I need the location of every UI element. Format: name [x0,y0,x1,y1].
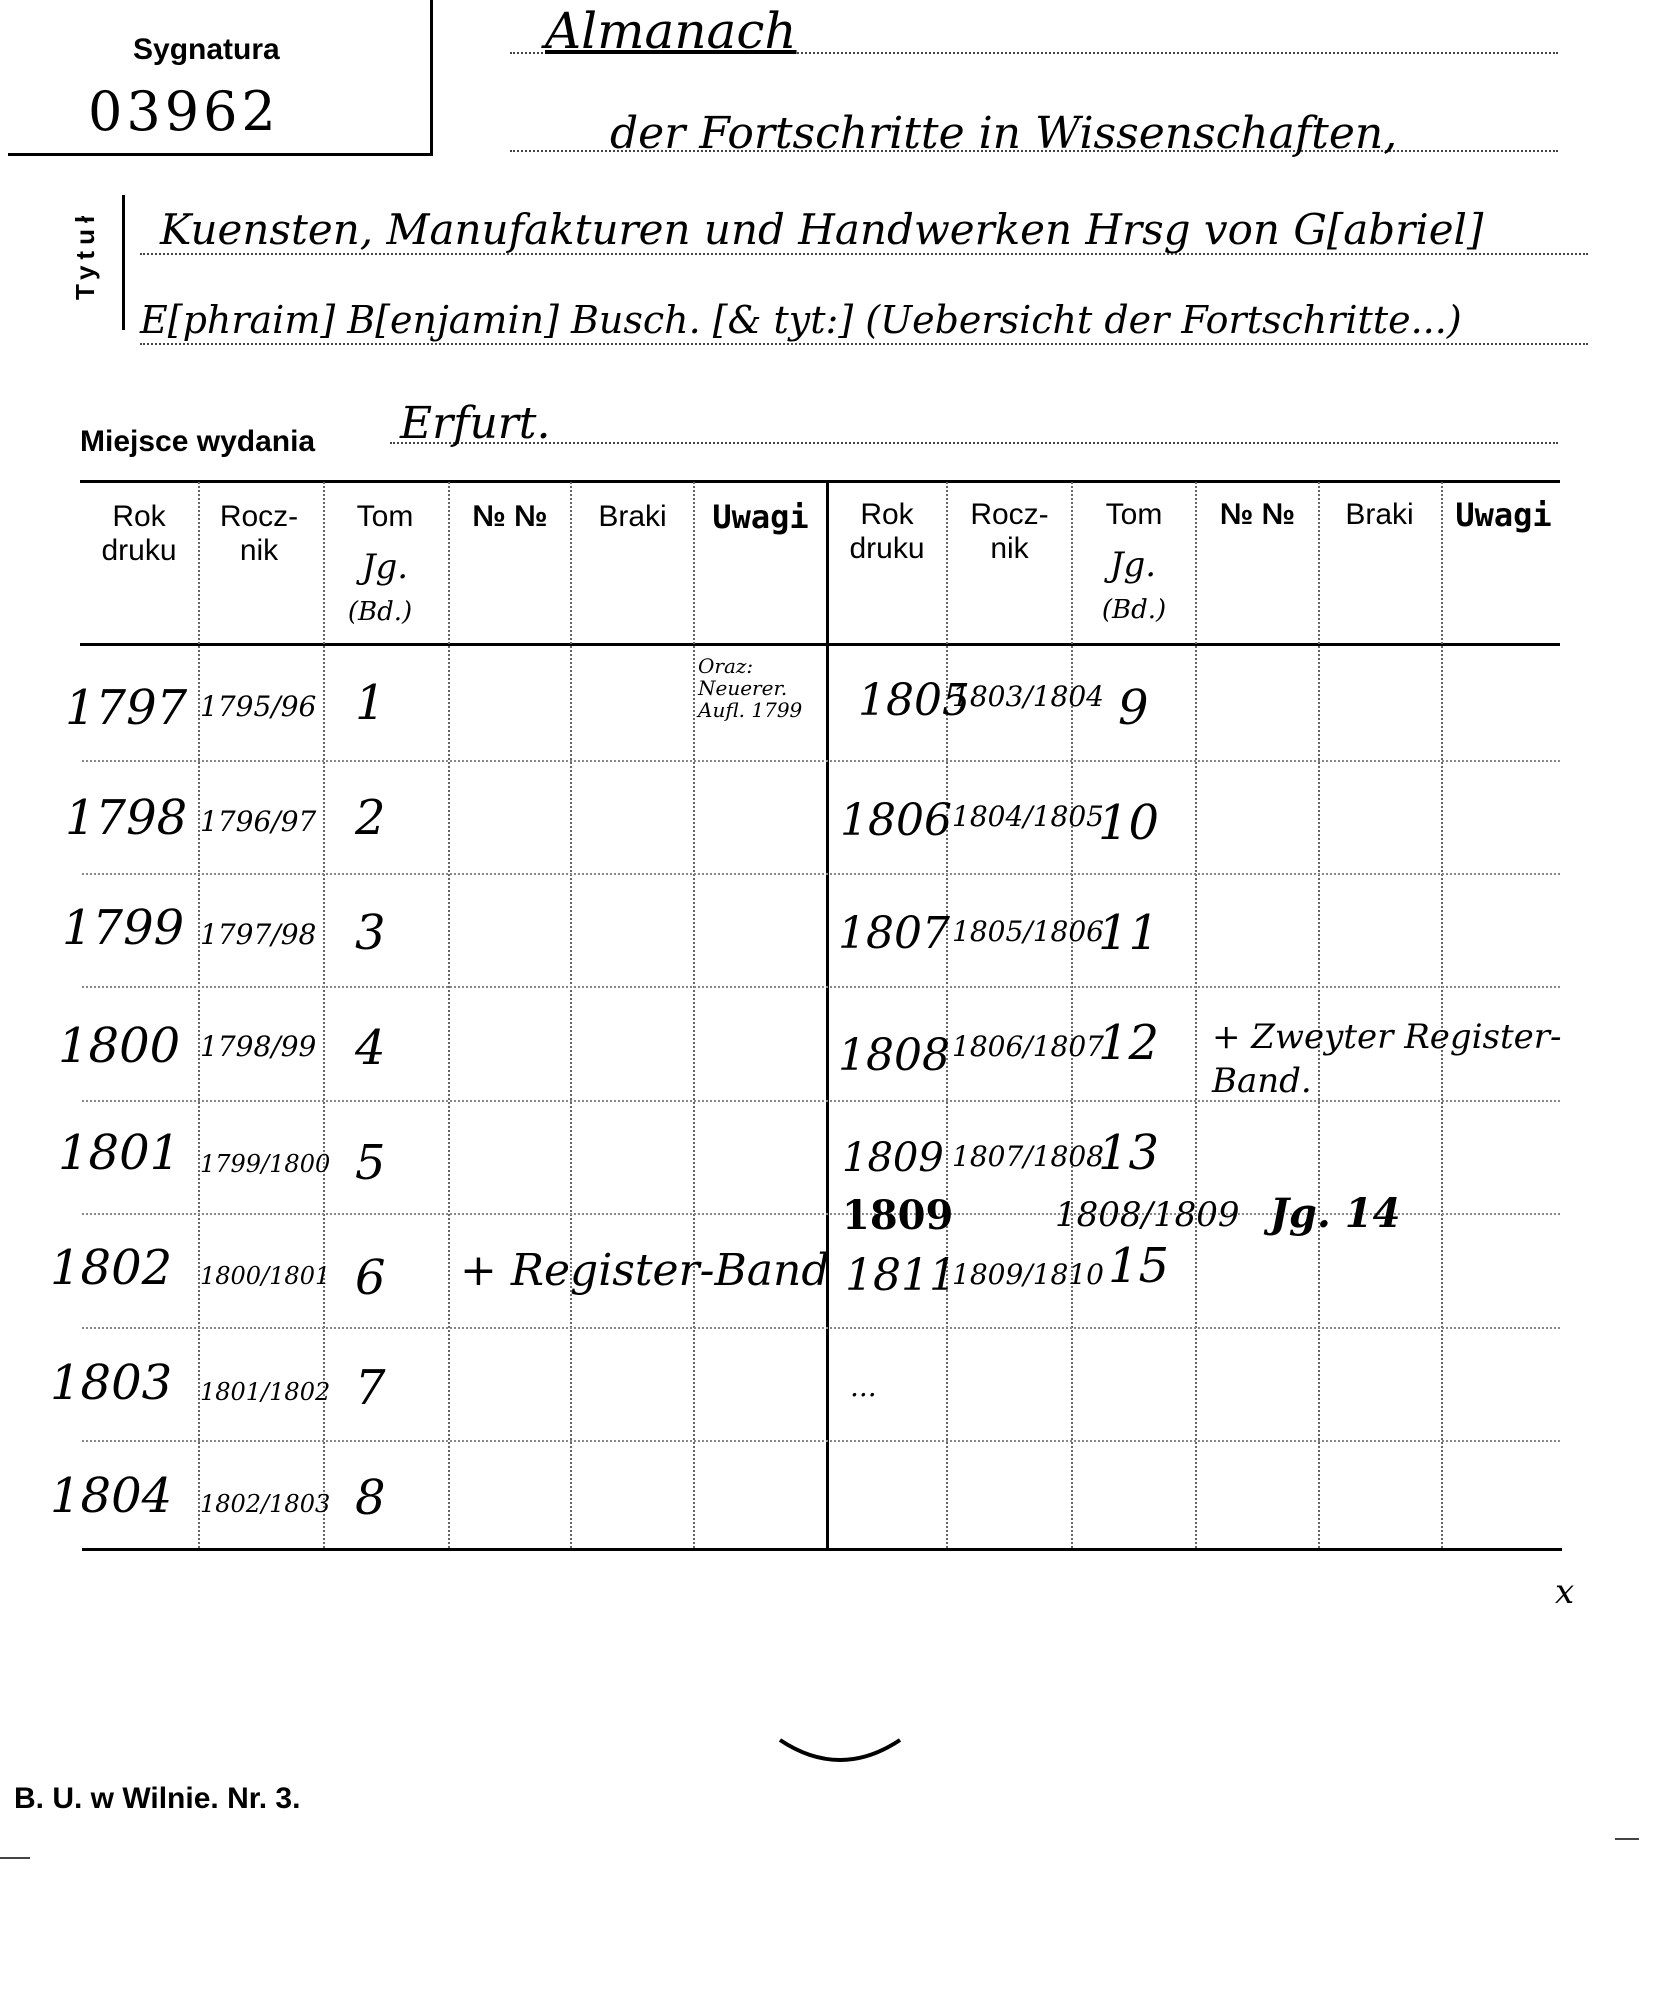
header-tom-right: Tom [1105,498,1163,531]
col-sep [946,482,948,1548]
left-rocznik-8: 1802/1803 [200,1490,331,1518]
left-tom-6: 6 [355,1250,386,1306]
header-rocznik-right: Rocz-nik [970,498,1049,565]
left-tom-5: 5 [355,1135,386,1191]
footer-dash-right [1615,1838,1639,1840]
title-main: Almanach [545,2,797,60]
left-rocznik-4: 1798/99 [200,1030,317,1063]
header-tom-bd-left: (Bd.) [347,597,413,627]
right-tom-3: 11 [1098,905,1160,961]
header-rocznik-left: Rocz-nik [219,500,299,567]
right-tom-extra: Jg. 14 [1270,1190,1401,1237]
left-rocznik-6: 1800/1801 [200,1262,331,1290]
left-rok-1: 1797 [65,680,188,736]
col-sep [1071,482,1073,1548]
row-sep [82,873,1560,875]
right-rocznik-2: 1804/1805 [952,800,1104,833]
footer-dash-left [0,1857,30,1859]
title-line2: Kuensten, Manufakturen und Handwerken Hrsg von G[abriel] [160,205,1484,254]
left-rocznik-2: 1796/97 [200,805,317,838]
register-band-note: + Register-Band [460,1245,830,1296]
left-rocznik-5: 1799/1800 [200,1150,331,1178]
left-rok-2: 1798 [65,790,188,846]
left-tom-3: 3 [355,905,386,961]
left-tom-1: 1 [355,675,386,731]
table-top-rule [80,480,1560,483]
header-rok-left: Rok druku [101,500,177,567]
right-rok-3: 1807 [838,908,950,959]
header-uwagi-right: Uwagi [1455,496,1552,534]
corner-mark: x [1555,1572,1575,1612]
row-sep [82,1327,1560,1329]
left-rocznik-1: 1795/96 [200,690,317,723]
row-sep [82,760,1560,762]
left-tom-4: 4 [355,1020,386,1076]
header-rok-right: Rok druku [849,498,925,565]
right-rocznik-4: 1806/1807 [952,1030,1104,1063]
place-label: Miejsce wydania [80,425,316,458]
title-line3-rule [140,343,1588,345]
right-rok-5: 1809 [842,1135,944,1181]
right-tom-6: 15 [1108,1238,1170,1294]
table-header-rule [80,643,1560,646]
right-rocznik-3: 1805/1806 [952,915,1104,948]
row-sep [82,1440,1560,1442]
right-tom-1: 9 [1118,680,1149,736]
table-center-rule [826,480,829,1550]
bottom-curve [775,1735,905,1775]
row-sep [82,986,1560,988]
title-line1: der Fortschritte in Wissenschaften, [610,108,1398,159]
right-rocznik-1: 1803/1804 [952,680,1104,713]
col-sep [570,482,572,1548]
right-rocznik-extra: 1808/1809 [1055,1195,1240,1235]
header-nrnr-right: № № [1219,498,1296,531]
tytul-label: Tytuł [70,209,100,300]
header-tom-sub-left: Jg. [361,547,409,587]
right-rok-4: 1808 [838,1030,950,1081]
table-bottom-rule [82,1548,1562,1551]
left-rok-5: 1801 [58,1125,181,1181]
header-tom-left: Tom [356,500,414,533]
right-tom-2: 10 [1098,795,1160,851]
header-nrnr-left: № № [472,500,548,533]
right-rok-1: 1805 [858,675,970,726]
right-rok-6: 1811 [845,1250,957,1301]
left-rok-6: 1802 [50,1240,173,1296]
header-braki-right: Braki [1345,498,1414,531]
left-rocznik-7: 1801/1802 [200,1378,331,1406]
header-uwagi-left: Uwagi [712,498,809,536]
right-rocznik-6: 1809/1810 [952,1258,1104,1291]
left-tom-2: 2 [355,790,386,846]
place-value: Erfurt. [400,398,551,449]
right-tom-5: 13 [1098,1125,1160,1181]
col-sep [448,482,450,1548]
right-rok-2: 1806 [840,795,952,846]
zweyter-register-note: + Zweyter Register-Band. [1212,1017,1562,1101]
header-tom-sub-right: Jg. [1109,545,1157,585]
left-rok-3: 1799 [62,900,185,956]
left-rok-8: 1804 [50,1468,173,1524]
col-sep [1195,482,1197,1548]
right-rocznik-5: 1807/1808 [952,1140,1104,1173]
ellipsis-note: ... [850,1370,877,1403]
header-tom-bd-right: (Bd.) [1101,595,1167,625]
left-rocznik-3: 1797/98 [200,918,317,951]
left-rok-7: 1803 [50,1355,173,1411]
sygnatura-value: 03962 [88,80,280,143]
col-sep [693,482,695,1548]
sygnatura-label: Sygnatura [133,33,280,66]
left-tom-8: 8 [355,1470,386,1526]
tytul-bracket [122,195,125,330]
place-rule [390,442,1558,444]
right-rok-extra: 1809 [842,1192,954,1239]
left-rok-4: 1800 [58,1018,181,1074]
oraz-note: Oraz: Neuerer. Aufl. 1799 [698,654,803,722]
left-tom-7: 7 [355,1360,386,1416]
header-braki-left: Braki [598,500,667,533]
right-tom-4: 12 [1098,1015,1160,1071]
title-line3: E[phraim] B[enjamin] Busch. [& tyt:] (Uebersicht der Fortschritte...) [140,298,1462,342]
footer-text: B. U. w Wilnie. Nr. 3. [14,1782,301,1815]
